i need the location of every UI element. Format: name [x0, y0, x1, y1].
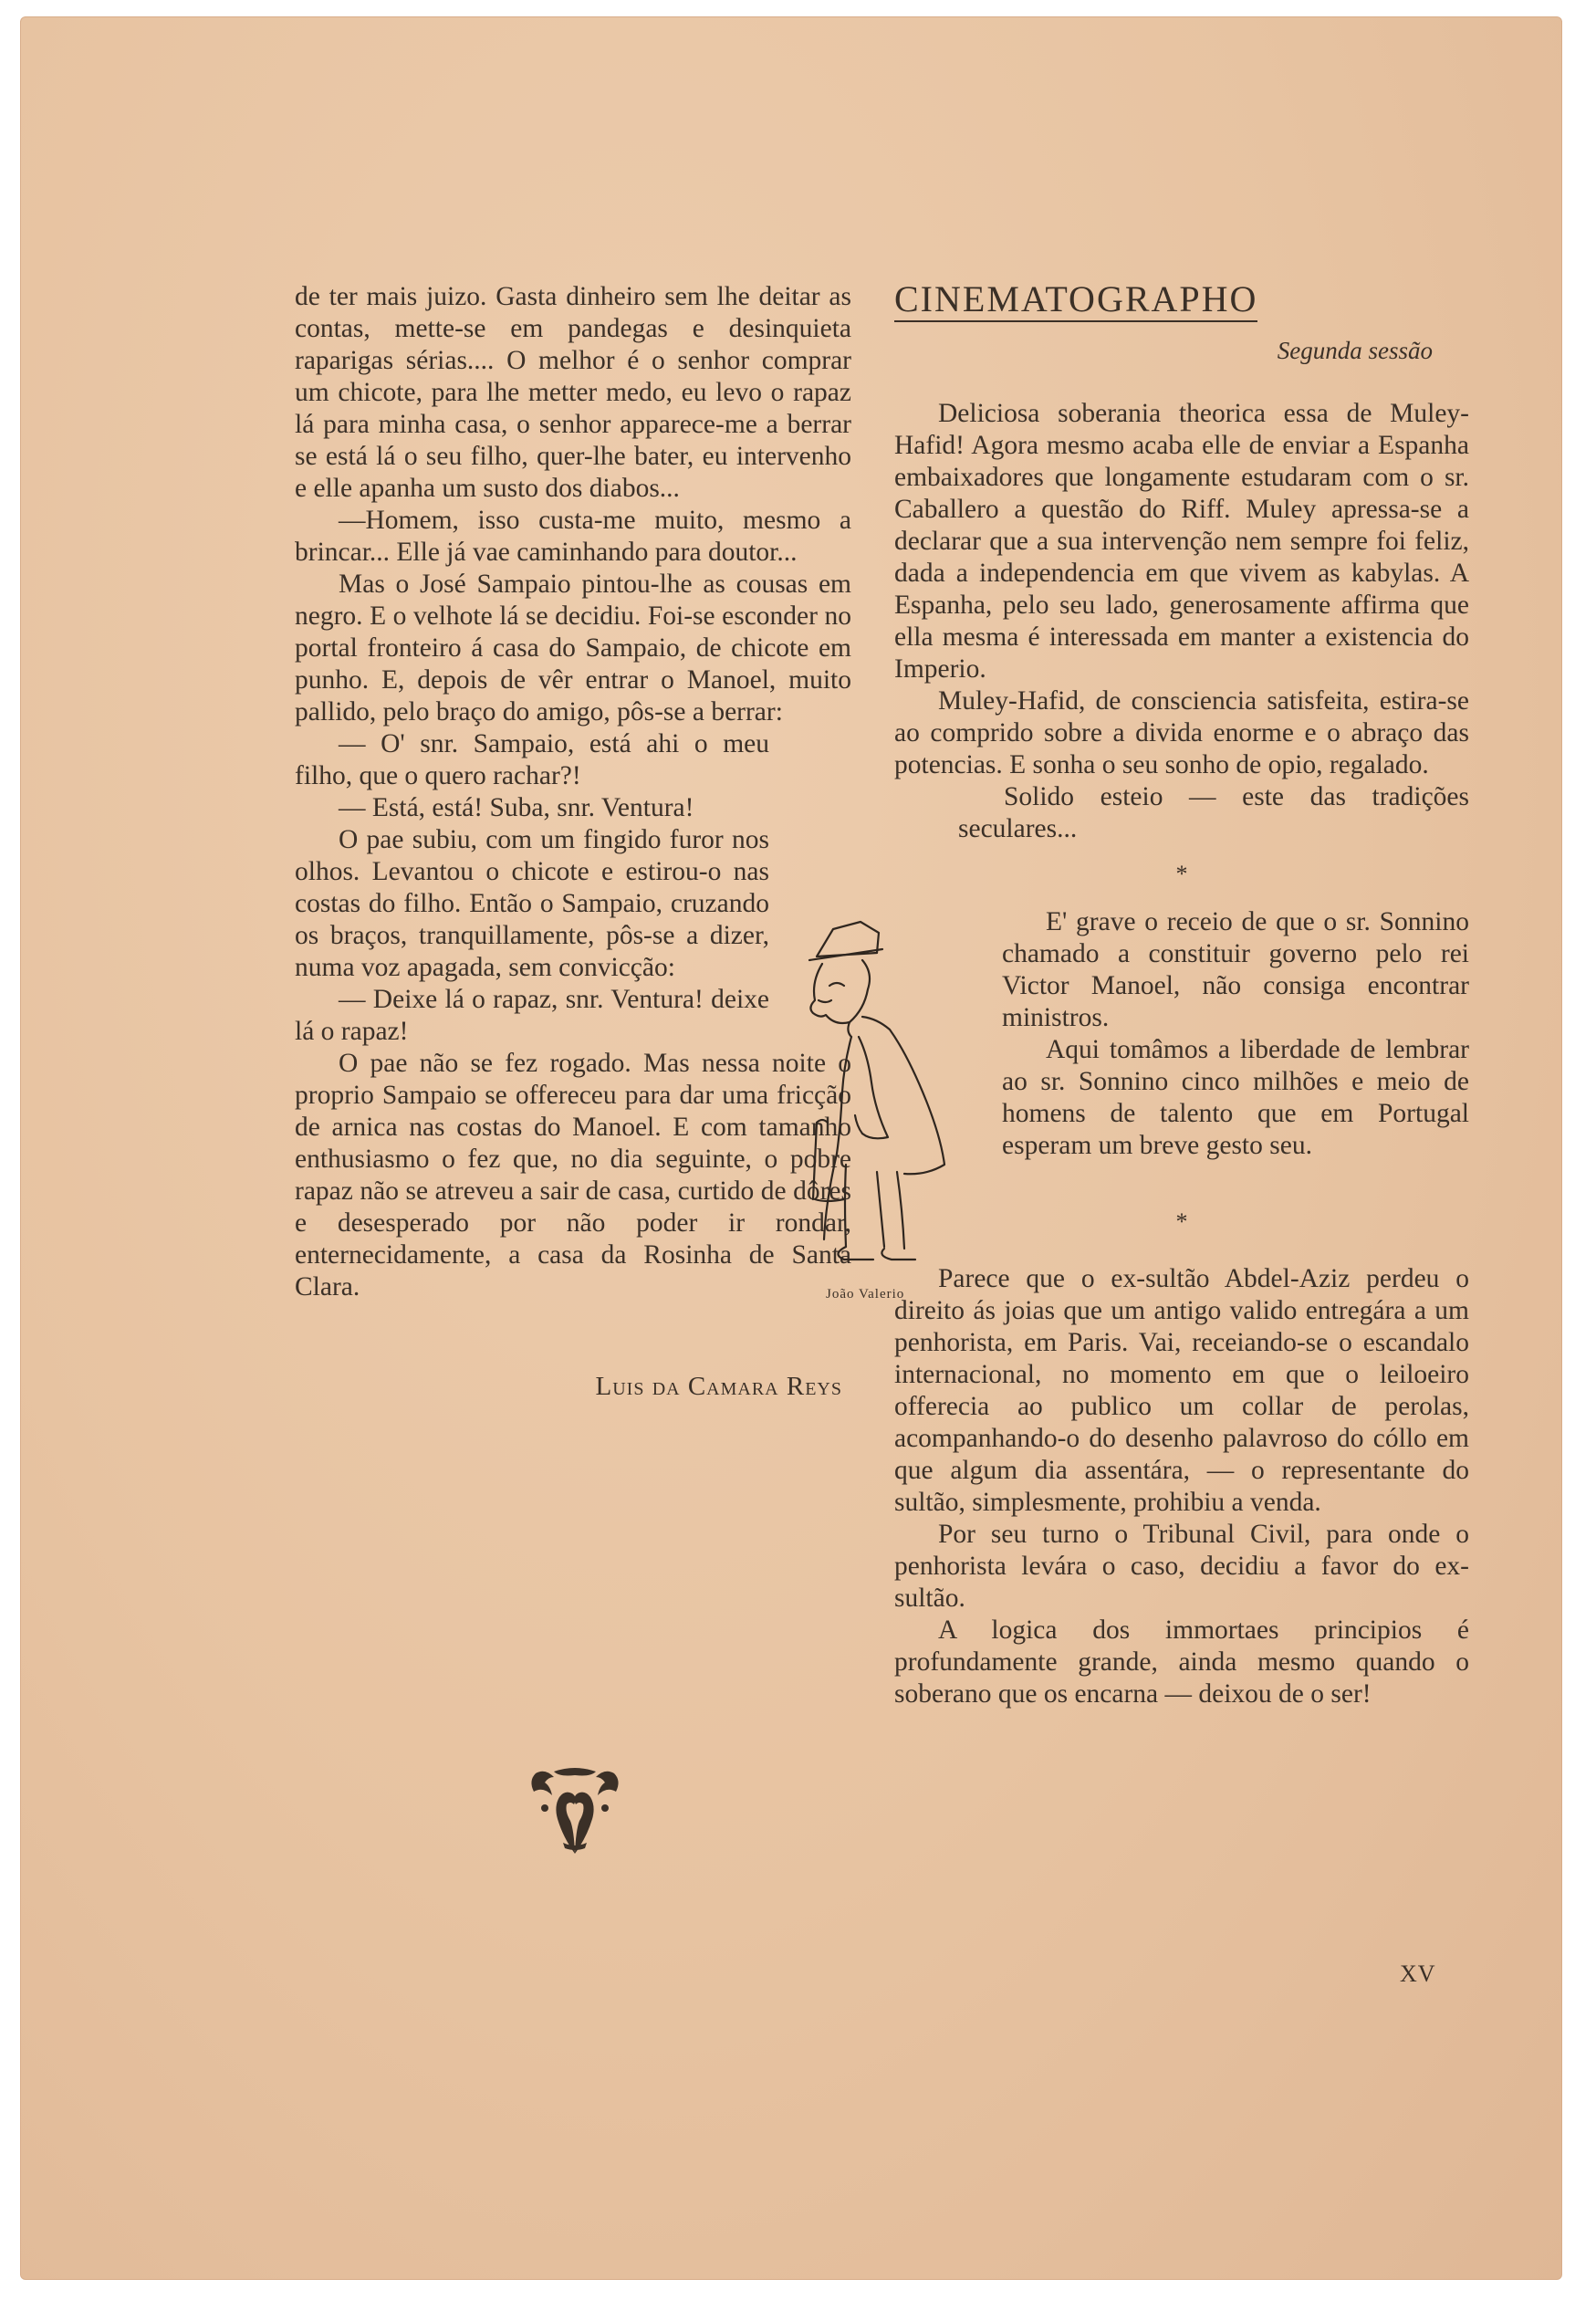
paragraph: — Deixe lá o rapaz, snr. Ventura! deixe lá o rapaz!	[295, 985, 769, 1046]
illustration-credit: João Valerio	[826, 1287, 905, 1302]
paragraph: — Está, está! Suba, snr. Ventura!	[339, 793, 694, 822]
paragraph: de ter mais juizo. Gasta dinheiro sem lhe deitar as contas, mette-se em pandegas e desinquieta raparigas sérias.... O melhor é o senhor comprar um chicote, para lhe metter medo, eu levo o rapaz lá para minha casa, o senhor apparece-me a berrar se está lá o seu filho, quer-lhe bater, eu intervenho e elle apanha um susto dos diabos...	[295, 282, 851, 503]
section-subheading: Segunda sessão	[1277, 337, 1433, 364]
paragraph: E' grave o receio de que o sr. Sonnino chamado a constituir governo pelo rei Victor Manoel, não consiga encontrar ministros.	[1002, 907, 1469, 1032]
paragraph: —Homem, isso custa-me muito, mesmo a brincar... Elle já vae caminhando para doutor...	[295, 506, 851, 567]
paragraph: Deliciosa soberania theorica essa de Muley-Hafid! Agora mesmo acaba elle de enviar a Espanha embaixadores que longamente estudaram com o sr. Caballero a questão do Riff. Muley apressa-se a declarar que a sua intervenção nem sempre foi feliz, dada a independencia em que vivem as kabylas. A Espanha, pelo seu lado, generosamente affirma que ella mesma é interessada em manter a existencia do Imperio.	[894, 399, 1469, 684]
section-separator: *	[1175, 1208, 1188, 1235]
paragraph: A logica dos immortaes principios é profundamente grande, ainda mesmo quando o soberano que os encarna — deixou de o ser!	[894, 1615, 1469, 1709]
indented-block	[894, 906, 1469, 1162]
section-separator: *	[1175, 861, 1188, 887]
paragraph: Por seu turno o Tribunal Civil, para onde o penhorista levára o caso, decidiu a favor do ex-sultão.	[894, 1520, 1469, 1613]
paragraph: — O' snr. Sampaio, está ahi o meu filho, que o quero rachar?!	[295, 729, 769, 790]
paragraph: O pae não se fez rogado. Mas nessa noite o proprio Sampaio se offereceu para dar uma fricção de arnica nas costas do Manoel. E com tamanho enthusiasmo o fez que, no dia seguinte, o pobre rapaz não se atreveu a sair de casa, curtido de dôres e desesperado por não poder ir rondar, enternecidamente, a casa da Rosinha de Santa Clara.	[295, 1049, 851, 1302]
paragraph: Aqui tomâmos a liberdade de lembrar ao sr. Sonnino cinco milhões e meio de homens de talento que em Portugal esperam um breve gesto seu.	[1002, 1035, 1469, 1160]
section-heading: CINEMATOGRAPHO	[894, 279, 1257, 322]
paragraph: Solido esteio — este das tradições seculares...	[958, 782, 1469, 843]
fleuron-ornament	[527, 1764, 623, 1856]
left-column	[295, 281, 851, 1403]
paragraph: O pae subiu, com um fingido furor nos olhos. Levantou o chicote e estirou-o nas costas do filho. Então o Sampaio, cruzando os braços, tranquillamente, pôs-se a dizer, numa voz apagada, sem convicção:	[295, 825, 769, 982]
page-number: XV	[1400, 1960, 1436, 1987]
paragraph: Parece que o ex-sultão Abdel-Aziz perdeu o direito ás joias que um antigo valido entregára a um penhorista, em Paris. Vai, receiando-se o escandalo internacional, no momento em que o leiloeiro offerecia ao publico um collar de perolas, acompanhando-o do desenho palavroso do cóllo em que algum dia assentára, — o representante do sultão, simplesmente, prohibiu a venda.	[894, 1264, 1469, 1517]
paragraph: Mas o José Sampaio pintou-lhe as cousas em negro. E o velhote lá se decidiu. Foi-se esconder no portal fronteiro á casa do Sampaio, de chicote em punho. E, depois de vêr entrar o Manoel, muito pallido, pelo braço do amigo, pôs-se a berrar:	[295, 570, 851, 727]
paragraph: Muley-Hafid, de consciencia satisfeita, estira-se ao comprido sobre a divida enorme e o abraço das potencias. E sonha o seu sonho de opio, regalado.	[894, 686, 1469, 779]
right-column	[894, 279, 1469, 1710]
author-signature: Luis da Camara Reys	[595, 1372, 842, 1401]
page-sheet	[20, 16, 1562, 2280]
